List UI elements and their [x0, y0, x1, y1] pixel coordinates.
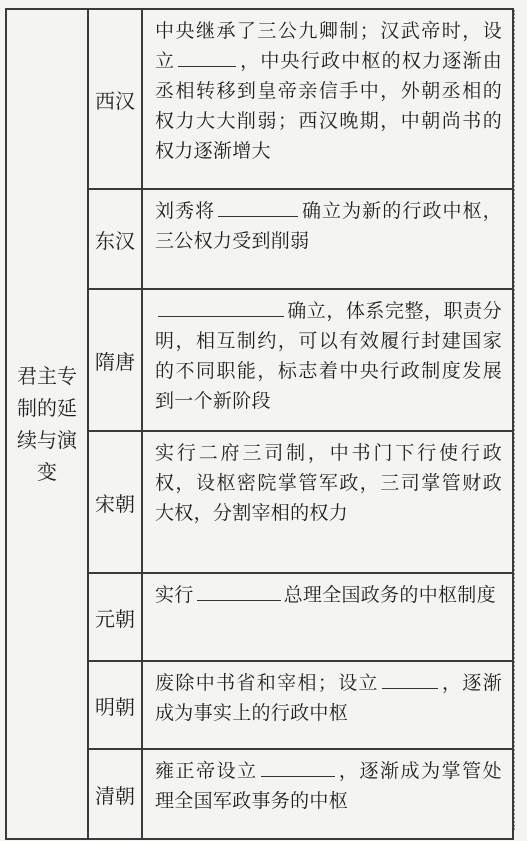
description-text: 刘秀将 — [155, 200, 216, 222]
era-cell: 宋朝 — [88, 431, 142, 573]
description-cell — [142, 749, 513, 839]
description-cell — [142, 189, 513, 289]
description-text: 中央继承了三公九卿制；汉武帝时，设立 — [155, 20, 502, 72]
summary-table — [5, 8, 514, 840]
description-text: 实行 — [155, 584, 194, 606]
fill-in-blank[interactable] — [218, 196, 298, 217]
topic-line: 制的延 — [17, 396, 77, 420]
fill-in-blank[interactable] — [158, 296, 284, 317]
description-text: 雍正帝设立 — [155, 760, 258, 782]
fill-in-blank[interactable] — [178, 46, 236, 67]
era-cell: 清朝 — [88, 749, 142, 839]
description-text: 总理全国政务的中枢制度 — [283, 584, 496, 606]
fill-in-blank[interactable] — [382, 668, 438, 689]
topic-line: 君主专 — [17, 364, 77, 388]
fill-in-blank[interactable] — [197, 580, 281, 601]
description-text: ，逐渐成为事实上的行政中枢 — [155, 672, 502, 724]
description-text: 实行二府三司制，中书门下行使行政权，设枢密院掌管军政，三司掌管财政大权，分割宰相的权力 — [155, 442, 502, 524]
fill-in-blank[interactable] — [261, 756, 335, 777]
description-text: 确立，体系完整，职责分明，相互制约，可以有效履行封建国家的不同职能，标志着中央行政制度发展到一个新阶段 — [155, 300, 502, 412]
topic-cell — [6, 9, 88, 839]
topic-line: 变 — [37, 460, 57, 484]
era-cell: 明朝 — [88, 661, 142, 749]
description-text: ，中央行政中枢的权力逐渐由丞相转移到皇帝亲信手中，外朝丞相的权力大大削弱；西汉晚期，中朝尚书的权力逐渐增大 — [155, 50, 502, 162]
description-text: ，逐渐成为掌管处理全国军政事务的中枢 — [155, 760, 502, 812]
era-cell: 东汉 — [88, 189, 142, 289]
description-cell — [142, 573, 513, 661]
table-row — [6, 9, 513, 189]
description-cell — [142, 431, 513, 573]
description-cell — [142, 661, 513, 749]
description-text: 废除中书省和宰相；设立 — [155, 672, 379, 694]
era-cell: 西汉 — [88, 9, 142, 189]
description-cell — [142, 9, 513, 189]
description-text: 确立为新的行政中枢，三公权力受到削弱 — [155, 200, 502, 252]
topic-line: 续与演 — [17, 428, 77, 452]
description-cell — [142, 289, 513, 431]
era-cell: 隋唐 — [88, 289, 142, 431]
era-cell: 元朝 — [88, 573, 142, 661]
